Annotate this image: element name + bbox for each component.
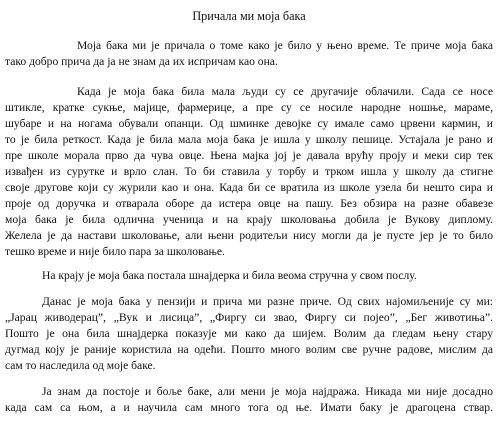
paragraph-2-line-4: то је била реткост. Када је била мала моја бака је ишла у школу пешице. Устајала је рано и — [5, 133, 493, 146]
paragraph-4-line-2: „Јарац живодерац”, „Вук и лисица”, „Фиргу си звао, Фиргу си појео”, „Бег животиња”. — [5, 311, 493, 324]
paragraph-2-line-1: Када је моја бака била мала људи су се другачије облачили. Сада се носе — [77, 85, 493, 98]
document-title: Причала ми моја бака — [192, 9, 306, 23]
paragraph-2-line-8: проје од доручка и отварала оборе да истера овце на пашу. Без обзира на разне обавезе — [5, 197, 493, 210]
paragraph-1-line-1: Моја бака ми је причала о томе како је било у њено време. Те приче моја бака — [77, 39, 493, 52]
paragraph-4-line-5: сам то наследила од моје баке. — [5, 359, 156, 372]
paragraph-4-line-3: Пошто је она била шнајдерка показује ми како да шијем. Волим да гледам њену стару — [5, 327, 493, 340]
paragraph-1-line-2: тако добро прича да ја не знам да их испричам као она. — [5, 55, 278, 68]
paragraph-2-line-7: своје другове који су журили као и она. Када би се вратила из школе узела би нешто сира и — [5, 181, 493, 194]
paragraph-3-line-1: На крају је моја бака постала шнајдерка и била веома стручна у свом послу. — [42, 269, 417, 282]
paragraph-2-line-6: извађен из сурутке и врло слан. То би ставила у торбу и трком ишла у школу да стигне — [5, 165, 493, 178]
paragraph-2-line-3: шубаре и на ногама обували опанци. Од шминке девојке су имале само црвени кармин, и — [5, 117, 493, 130]
paragraph-4-line-1: Данас је моја бака у пензији и прича ми разне приче. Од свих најомиљеније су ми: — [42, 295, 493, 308]
paragraph-2-line-9: моја бака је била одлична ученица и на крају школовања добила је Вукову диплому. — [5, 213, 493, 226]
paragraph-4-line-4: дугмад коју је раније користила на одећи. Пошто много волим све ручне радове, мислим да — [5, 343, 493, 356]
paragraph-5-line-1: Ја знам да постоје и боље баке, али мени је моја најдража. Никада ми није досадно — [42, 385, 493, 398]
document-page — [5, 0, 493, 422]
paragraph-2-line-5: пре школе морала прво да чува овце. Њена мајка јој је давала врућу проју и меки сир тек — [5, 149, 493, 162]
paragraph-2-line-2: штикле, кратке сукње, мајице, фармерице, а пре су се носиле народне ношње, мараме, — [5, 101, 493, 114]
paragraph-2-line-11: тешко време и није било пара за школовање. — [5, 245, 225, 258]
paragraph-5-line-2: када сам са њом, а и научила сам много тога од ње. Имати баку је драгоцена ствар. — [5, 401, 493, 414]
paragraph-2-line-10: Желела је да настави школовање, али њени родитељи нису могли да је пусте јер је то било — [5, 229, 493, 242]
